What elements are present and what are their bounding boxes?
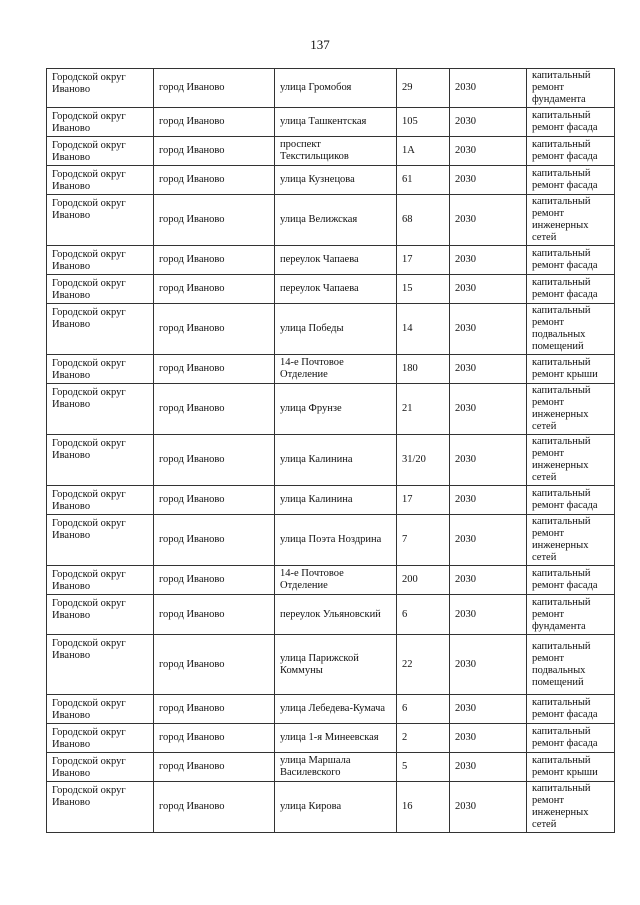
cell-house-number: 21	[397, 384, 450, 435]
table-row	[47, 246, 615, 275]
cell-district: Городской округ Иваново	[47, 275, 154, 304]
cell-year: 2030	[450, 304, 527, 355]
cell-street: улица Ташкентская	[275, 108, 397, 137]
cell-house-number: 17	[397, 486, 450, 515]
cell-locality: город Иваново	[154, 515, 275, 566]
cell-house-number: 68	[397, 195, 450, 246]
page-number: 137	[310, 37, 330, 52]
cell-street: переулок Ульяновский	[275, 595, 397, 635]
cell-house-number: 31/20	[397, 435, 450, 486]
cell-locality: город Иваново	[154, 275, 275, 304]
cell-locality: город Иваново	[154, 782, 275, 833]
cell-work-type: капитальный ремонт фасада	[527, 275, 615, 304]
cell-work-type: капитальный ремонт фасада	[527, 724, 615, 753]
cell-district: Городской округ Иваново	[47, 108, 154, 137]
table-row	[47, 782, 615, 833]
cell-year: 2030	[450, 753, 527, 782]
cell-house-number: 16	[397, 782, 450, 833]
cell-street: улица Велижская	[275, 195, 397, 246]
cell-work-type: капитальный ремонт фасада	[527, 566, 615, 595]
cell-work-type: капитальный ремонт фасада	[527, 166, 615, 195]
cell-house-number: 7	[397, 515, 450, 566]
cell-district: Городской округ Иваново	[47, 724, 154, 753]
cell-work-type: капитальный ремонт подвальных помещений	[527, 635, 615, 695]
cell-work-type: капитальный ремонт крыши	[527, 753, 615, 782]
cell-work-type: капитальный ремонт фасада	[527, 246, 615, 275]
cell-district: Городской округ Иваново	[47, 384, 154, 435]
cell-work-type: капитальный ремонт фундамента	[527, 69, 615, 108]
cell-street: улица 1-я Минеевская	[275, 724, 397, 753]
table-row	[47, 384, 615, 435]
cell-district: Городской округ Иваново	[47, 304, 154, 355]
table-row	[47, 69, 615, 108]
cell-house-number: 29	[397, 69, 450, 108]
cell-locality: город Иваново	[154, 595, 275, 635]
table-row	[47, 195, 615, 246]
cell-year: 2030	[450, 724, 527, 753]
cell-locality: город Иваново	[154, 753, 275, 782]
cell-street: улица Калинина	[275, 486, 397, 515]
cell-year: 2030	[450, 486, 527, 515]
cell-work-type: капитальный ремонт инженерных сетей	[527, 195, 615, 246]
cell-street: улица Кирова	[275, 782, 397, 833]
table-row	[47, 724, 615, 753]
cell-year: 2030	[450, 515, 527, 566]
cell-street: улица Кузнецова	[275, 166, 397, 195]
cell-street: улица Победы	[275, 304, 397, 355]
table-row	[47, 166, 615, 195]
table-row	[47, 304, 615, 355]
cell-locality: город Иваново	[154, 355, 275, 384]
cell-locality: город Иваново	[154, 435, 275, 486]
cell-district: Городской округ Иваново	[47, 753, 154, 782]
cell-work-type: капитальный ремонт инженерных сетей	[527, 782, 615, 833]
cell-district: Городской округ Иваново	[47, 195, 154, 246]
cell-year: 2030	[450, 635, 527, 695]
cell-district: Городской округ Иваново	[47, 69, 154, 108]
cell-work-type: капитальный ремонт подвальных помещений	[527, 304, 615, 355]
table-row	[47, 275, 615, 304]
cell-district: Городской округ Иваново	[47, 515, 154, 566]
cell-locality: город Иваново	[154, 195, 275, 246]
cell-year: 2030	[450, 246, 527, 275]
cell-house-number: 61	[397, 166, 450, 195]
cell-locality: город Иваново	[154, 695, 275, 724]
cell-street: улица Поэта Ноздрина	[275, 515, 397, 566]
cell-locality: город Иваново	[154, 246, 275, 275]
cell-year: 2030	[450, 108, 527, 137]
table-row	[47, 753, 615, 782]
table-row	[47, 486, 615, 515]
cell-work-type: капитальный ремонт фасада	[527, 486, 615, 515]
cell-work-type: капитальный ремонт крыши	[527, 355, 615, 384]
cell-locality: город Иваново	[154, 566, 275, 595]
cell-year: 2030	[450, 595, 527, 635]
cell-street: улица Маршала Василевского	[275, 753, 397, 782]
cell-house-number: 180	[397, 355, 450, 384]
cell-locality: город Иваново	[154, 108, 275, 137]
cell-year: 2030	[450, 275, 527, 304]
cell-year: 2030	[450, 566, 527, 595]
cell-district: Городской округ Иваново	[47, 166, 154, 195]
cell-locality: город Иваново	[154, 635, 275, 695]
cell-street: улица Лебедева-Кумача	[275, 695, 397, 724]
cell-street: переулок Чапаева	[275, 246, 397, 275]
cell-locality: город Иваново	[154, 724, 275, 753]
cell-street: улица Парижской Коммуны	[275, 635, 397, 695]
cell-house-number: 17	[397, 246, 450, 275]
cell-locality: город Иваново	[154, 384, 275, 435]
cell-district: Городской округ Иваново	[47, 695, 154, 724]
cell-year: 2030	[450, 69, 527, 108]
cell-street: улица Громобоя	[275, 69, 397, 108]
cell-street: улица Фрунзе	[275, 384, 397, 435]
table-row	[47, 108, 615, 137]
cell-year: 2030	[450, 166, 527, 195]
cell-house-number: 15	[397, 275, 450, 304]
cell-locality: город Иваново	[154, 486, 275, 515]
cell-street: проспект Текстильщиков	[275, 137, 397, 166]
cell-house-number: 6	[397, 595, 450, 635]
cell-work-type: капитальный ремонт фасада	[527, 108, 615, 137]
cell-district: Городской округ Иваново	[47, 435, 154, 486]
table-row	[47, 635, 615, 695]
table-row	[47, 566, 615, 595]
cell-locality: город Иваново	[154, 166, 275, 195]
cell-district: Городской округ Иваново	[47, 137, 154, 166]
cell-year: 2030	[450, 435, 527, 486]
cell-locality: город Иваново	[154, 137, 275, 166]
cell-house-number: 105	[397, 108, 450, 137]
cell-work-type: капитальный ремонт инженерных сетей	[527, 435, 615, 486]
cell-street: улица Калинина	[275, 435, 397, 486]
cell-year: 2030	[450, 195, 527, 246]
cell-district: Городской округ Иваново	[47, 355, 154, 384]
cell-work-type: капитальный ремонт фасада	[527, 695, 615, 724]
table-row	[47, 695, 615, 724]
table-row	[47, 595, 615, 635]
cell-district: Городской округ Иваново	[47, 486, 154, 515]
cell-house-number: 2	[397, 724, 450, 753]
cell-district: Городской округ Иваново	[47, 782, 154, 833]
cell-street: переулок Чапаева	[275, 275, 397, 304]
cell-year: 2030	[450, 355, 527, 384]
cell-year: 2030	[450, 137, 527, 166]
cell-district: Городской округ Иваново	[47, 566, 154, 595]
cell-work-type: капитальный ремонт фасада	[527, 137, 615, 166]
cell-house-number: 5	[397, 753, 450, 782]
cell-work-type: капитальный ремонт фундамента	[527, 595, 615, 635]
cell-house-number: 14	[397, 304, 450, 355]
cell-work-type: капитальный ремонт инженерных сетей	[527, 384, 615, 435]
cell-house-number: 200	[397, 566, 450, 595]
cell-year: 2030	[450, 695, 527, 724]
cell-street: 14-е Почтовое Отделение	[275, 566, 397, 595]
cell-locality: город Иваново	[154, 304, 275, 355]
cell-year: 2030	[450, 384, 527, 435]
repair-schedule-table	[46, 68, 615, 833]
table-row	[47, 355, 615, 384]
cell-house-number: 22	[397, 635, 450, 695]
table-row	[47, 515, 615, 566]
cell-street: 14-е Почтовое Отделение	[275, 355, 397, 384]
cell-year: 2030	[450, 782, 527, 833]
cell-district: Городской округ Иваново	[47, 635, 154, 695]
cell-house-number: 1А	[397, 137, 450, 166]
table-row	[47, 137, 615, 166]
cell-locality: город Иваново	[154, 69, 275, 108]
cell-house-number: 6	[397, 695, 450, 724]
cell-district: Городской округ Иваново	[47, 246, 154, 275]
table-row	[47, 435, 615, 486]
cell-work-type: капитальный ремонт инженерных сетей	[527, 515, 615, 566]
cell-district: Городской округ Иваново	[47, 595, 154, 635]
